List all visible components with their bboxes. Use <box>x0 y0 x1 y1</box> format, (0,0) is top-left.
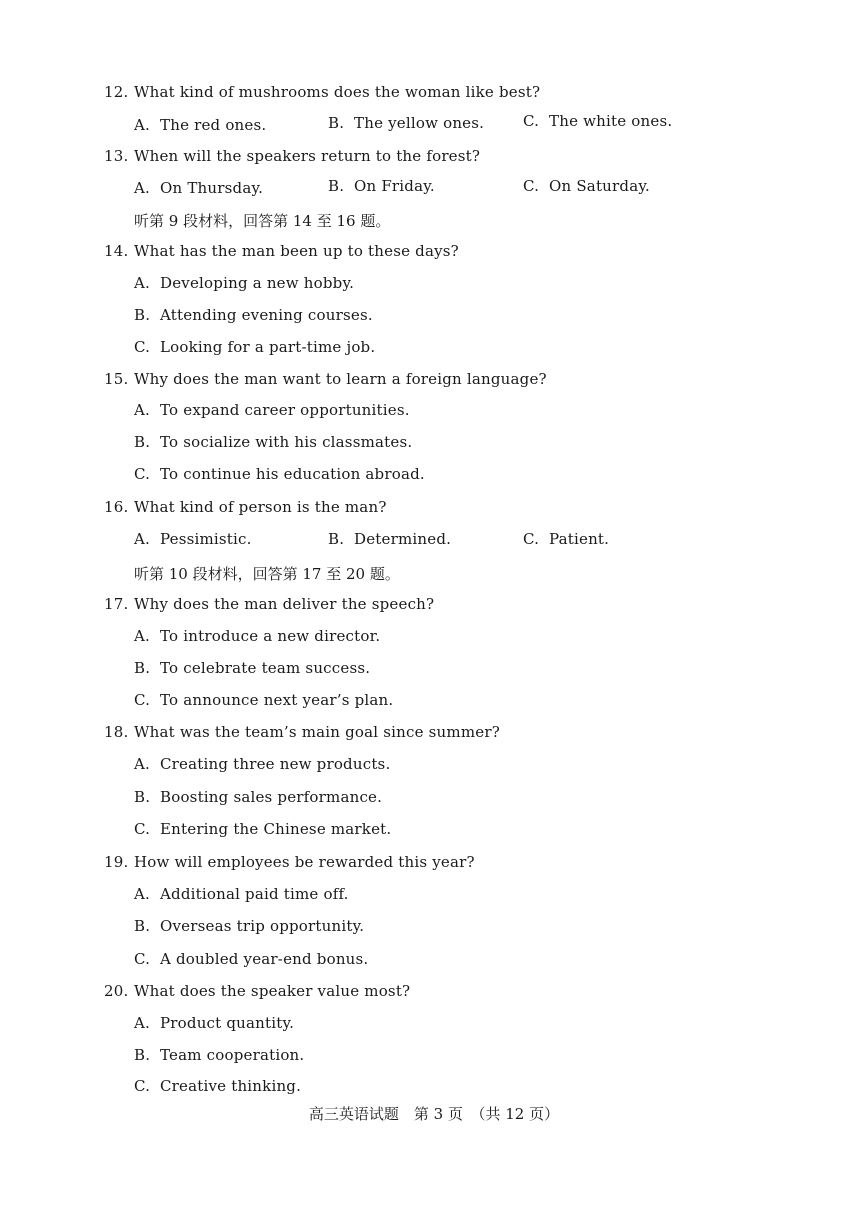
question-12 <box>104 83 540 101</box>
option-text: To celebrate team success. <box>160 659 371 677</box>
option-text: To socialize with his classmates. <box>160 433 413 451</box>
option-b <box>134 306 373 324</box>
option-a <box>134 530 252 548</box>
option-letter: C. <box>134 691 151 709</box>
question-13 <box>104 147 480 165</box>
option-a <box>134 274 354 292</box>
option-letter: C. <box>134 950 151 968</box>
option-c <box>523 177 650 195</box>
option-a <box>134 401 410 419</box>
option-text: The white ones. <box>549 112 673 130</box>
option-letter: C. <box>523 530 540 548</box>
option-text: Team cooperation. <box>160 1046 305 1064</box>
question-text: What has the man been up to these days? <box>134 242 459 260</box>
question-19 <box>104 853 475 871</box>
option-text: To expand career opportunities. <box>160 401 410 419</box>
option-letter: B. <box>328 177 345 195</box>
option-text: The red ones. <box>160 116 267 134</box>
option-letter: B. <box>328 114 345 132</box>
option-letter: A. <box>134 1014 151 1032</box>
question-text: What does the speaker value most? <box>134 982 411 1000</box>
option-text: Entering the Chinese market. <box>160 820 392 838</box>
option-text: Attending evening courses. <box>160 306 373 324</box>
option-text: On Thursday. <box>160 179 264 197</box>
option-letter: A. <box>134 885 151 903</box>
option-text: Pessimistic. <box>160 530 252 548</box>
option-letter: B. <box>134 306 151 324</box>
option-text: On Friday. <box>354 177 435 195</box>
option-letter: A. <box>134 755 151 773</box>
option-letter: A. <box>134 116 151 134</box>
question-text: How will employees be rewarded this year? <box>134 853 475 871</box>
option-text: Product quantity. <box>160 1014 295 1032</box>
question-20 <box>104 982 410 1000</box>
question-text: Why does the man deliver the speech? <box>134 595 435 613</box>
question-18 <box>104 723 500 741</box>
option-text: To announce next year’s plan. <box>160 691 394 709</box>
question-text: What kind of mushrooms does the woman like best? <box>134 83 541 101</box>
question-17 <box>104 595 434 613</box>
option-text: Overseas trip opportunity. <box>160 917 365 935</box>
option-letter: A. <box>134 627 151 645</box>
page-footer: 高三英语试题 第 3 页 （共 12 页） <box>308 1105 560 1123</box>
option-c <box>134 691 393 709</box>
option-c <box>134 465 425 483</box>
option-a <box>134 1014 294 1032</box>
section-instruction: 听第 10 段材料，回答第 17 至 20 题。 <box>134 565 400 583</box>
option-letter: C. <box>523 177 540 195</box>
option-b <box>134 917 364 935</box>
question-number: 20. <box>104 982 129 1000</box>
option-text: Patient. <box>549 530 610 548</box>
question-16 <box>104 498 387 516</box>
question-number: 15. <box>104 370 129 388</box>
option-b <box>134 788 382 806</box>
option-text: Looking for a part-time job. <box>160 338 376 356</box>
question-number: 13. <box>104 147 129 165</box>
option-a <box>134 116 266 134</box>
option-c <box>523 112 672 130</box>
option-c <box>134 950 368 968</box>
option-text: Developing a new hobby. <box>160 274 355 292</box>
section-instruction: 听第 9 段材料，回答第 14 至 16 题。 <box>134 212 391 230</box>
question-number: 18. <box>104 723 129 741</box>
option-text: A doubled year-end bonus. <box>160 950 369 968</box>
option-b <box>328 177 435 195</box>
question-number: 19. <box>104 853 129 871</box>
option-letter: B. <box>134 917 151 935</box>
question-text: What kind of person is the man? <box>134 498 387 516</box>
question-number: 17. <box>104 595 129 613</box>
question-number: 12. <box>104 83 129 101</box>
option-text: The yellow ones. <box>354 114 485 132</box>
option-c <box>134 820 391 838</box>
option-letter: B. <box>134 788 151 806</box>
option-letter: C. <box>134 1077 151 1095</box>
option-letter: C. <box>134 465 151 483</box>
option-letter: B. <box>328 530 345 548</box>
option-letter: C. <box>523 112 540 130</box>
option-letter: C. <box>134 820 151 838</box>
option-a <box>134 885 349 903</box>
option-text: Boosting sales performance. <box>160 788 383 806</box>
option-b <box>328 530 451 548</box>
question-text: What was the team’s main goal since summer? <box>134 723 500 741</box>
option-text: On Saturday. <box>549 177 650 195</box>
option-text: To continue his education abroad. <box>160 465 425 483</box>
option-text: Creative thinking. <box>160 1077 302 1095</box>
option-a <box>134 179 263 197</box>
option-text: Additional paid time off. <box>160 885 349 903</box>
option-letter: A. <box>134 401 151 419</box>
question-15 <box>104 370 547 388</box>
option-letter: B. <box>134 659 151 677</box>
question-number: 14. <box>104 242 129 260</box>
question-text: Why does the man want to learn a foreign language? <box>134 370 547 388</box>
option-a <box>134 627 380 645</box>
option-b <box>328 114 484 132</box>
option-c <box>134 338 375 356</box>
question-text: When will the speakers return to the forest? <box>134 147 481 165</box>
option-b <box>134 659 370 677</box>
option-letter: B. <box>134 1046 151 1064</box>
option-letter: A. <box>134 530 151 548</box>
option-text: Determined. <box>354 530 452 548</box>
option-a <box>134 755 390 773</box>
option-letter: C. <box>134 338 151 356</box>
option-c <box>523 530 609 548</box>
option-text: To introduce a new director. <box>160 627 381 645</box>
option-text: Creating three new products. <box>160 755 391 773</box>
option-c <box>134 1077 301 1095</box>
question-14 <box>104 242 459 260</box>
option-letter: B. <box>134 433 151 451</box>
question-number: 16. <box>104 498 129 516</box>
option-letter: A. <box>134 274 151 292</box>
option-letter: A. <box>134 179 151 197</box>
option-b <box>134 433 412 451</box>
option-b <box>134 1046 304 1064</box>
